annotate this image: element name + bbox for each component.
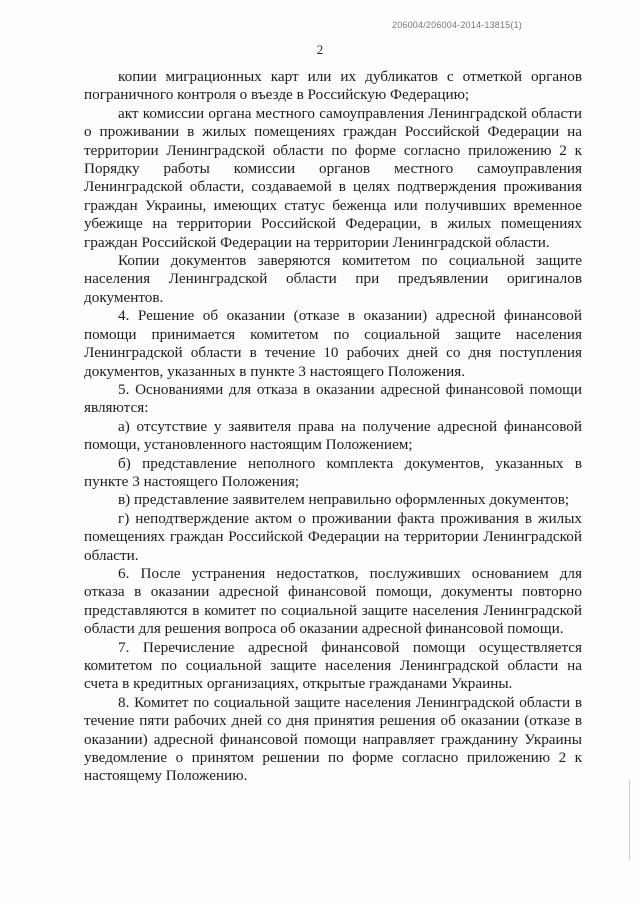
paragraph-item-5v: в) представление заявителем неправильно оформленных документов;: [118, 491, 570, 509]
paragraph-migration-cards: копии миграционных карт или их дубликатов с отметкой органов пограничного контроля о въезде в Российскую Федерацию;: [84, 68, 582, 104]
paragraph-copies-certification: Копии документов заверяются комитетом по социальной защите населения Ленинградской области при предъявлении оригиналов документов.: [84, 252, 582, 306]
paragraph-item-5b: б) представление неполного комплекта документов, указанных в пункте 3 настоящего Положения;: [84, 454, 582, 490]
paragraph-commission-act: акт комиссии органа местного самоуправления Ленинградской области о проживании в жилых помещениях граждан Российской Федерации на территории Ленинградской области по форме согласно приложению 2 к Порядку работы комиссии органов местного самоуправления Ленинградской области, создаваемой в целях подтверждения проживания граждан Украины, имеющих статус беженца или получивших временное убежище на территории Российской Федерации, в жилых помещениях граждан Российской Федерации на территории Ленинградской области.: [84, 104, 582, 251]
page-number: 2: [316, 42, 324, 57]
paragraph-item-5a: а) отсутствие у заявителя права на получение адресной финансовой помощи, установленного настоящим Положением;: [84, 417, 582, 454]
scan-edge-line: [629, 780, 630, 860]
paragraph-item-6: 6. После устранения недостатков, послуживших основанием для отказа в оказании адресной финансовой помощи, документы повторно представляются в комитет по социальной защите населения Ленинградской области для решения вопроса об оказании адресной финансовой помощи.: [84, 564, 582, 638]
paragraph-item-5: 5. Основаниями для отказа в оказании адресной финансовой помощи являются:: [84, 380, 582, 417]
paragraph-item-4: 4. Решение об оказании (отказе в оказании) адресной финансовой помощи принимается комитетом по социальной защите населения Ленинградской области в течение 10 рабочих дней со дня поступления документов, указанных в пункте 3 настоящего Положения.: [84, 307, 582, 380]
paragraph-item-5g: г) неподтверждение актом о проживании факта проживания в жилых помещениях граждан Российской Федерации на территории Ленинградской области.: [84, 509, 582, 564]
paragraph-item-7: 7. Перечисление адресной финансовой помощи осуществляется комитетом по социальной защите населения Ленинградской области на счета в кредитных организациях, открытые гражданами Украины.: [84, 638, 582, 693]
document-body: [84, 68, 582, 786]
paragraph-item-8: 8. Комитет по социальной защите населения Ленинградской области в течение пяти рабочих дней со дня принятия решения об оказании (отказе в оказании) адресной финансовой помощи направляет гражданину Украины уведомление о принятом решении по форме согласно приложению 2 к настоящему Положению.: [84, 693, 582, 785]
document-id: 206004/206004-2014-13815(1): [391, 20, 522, 30]
